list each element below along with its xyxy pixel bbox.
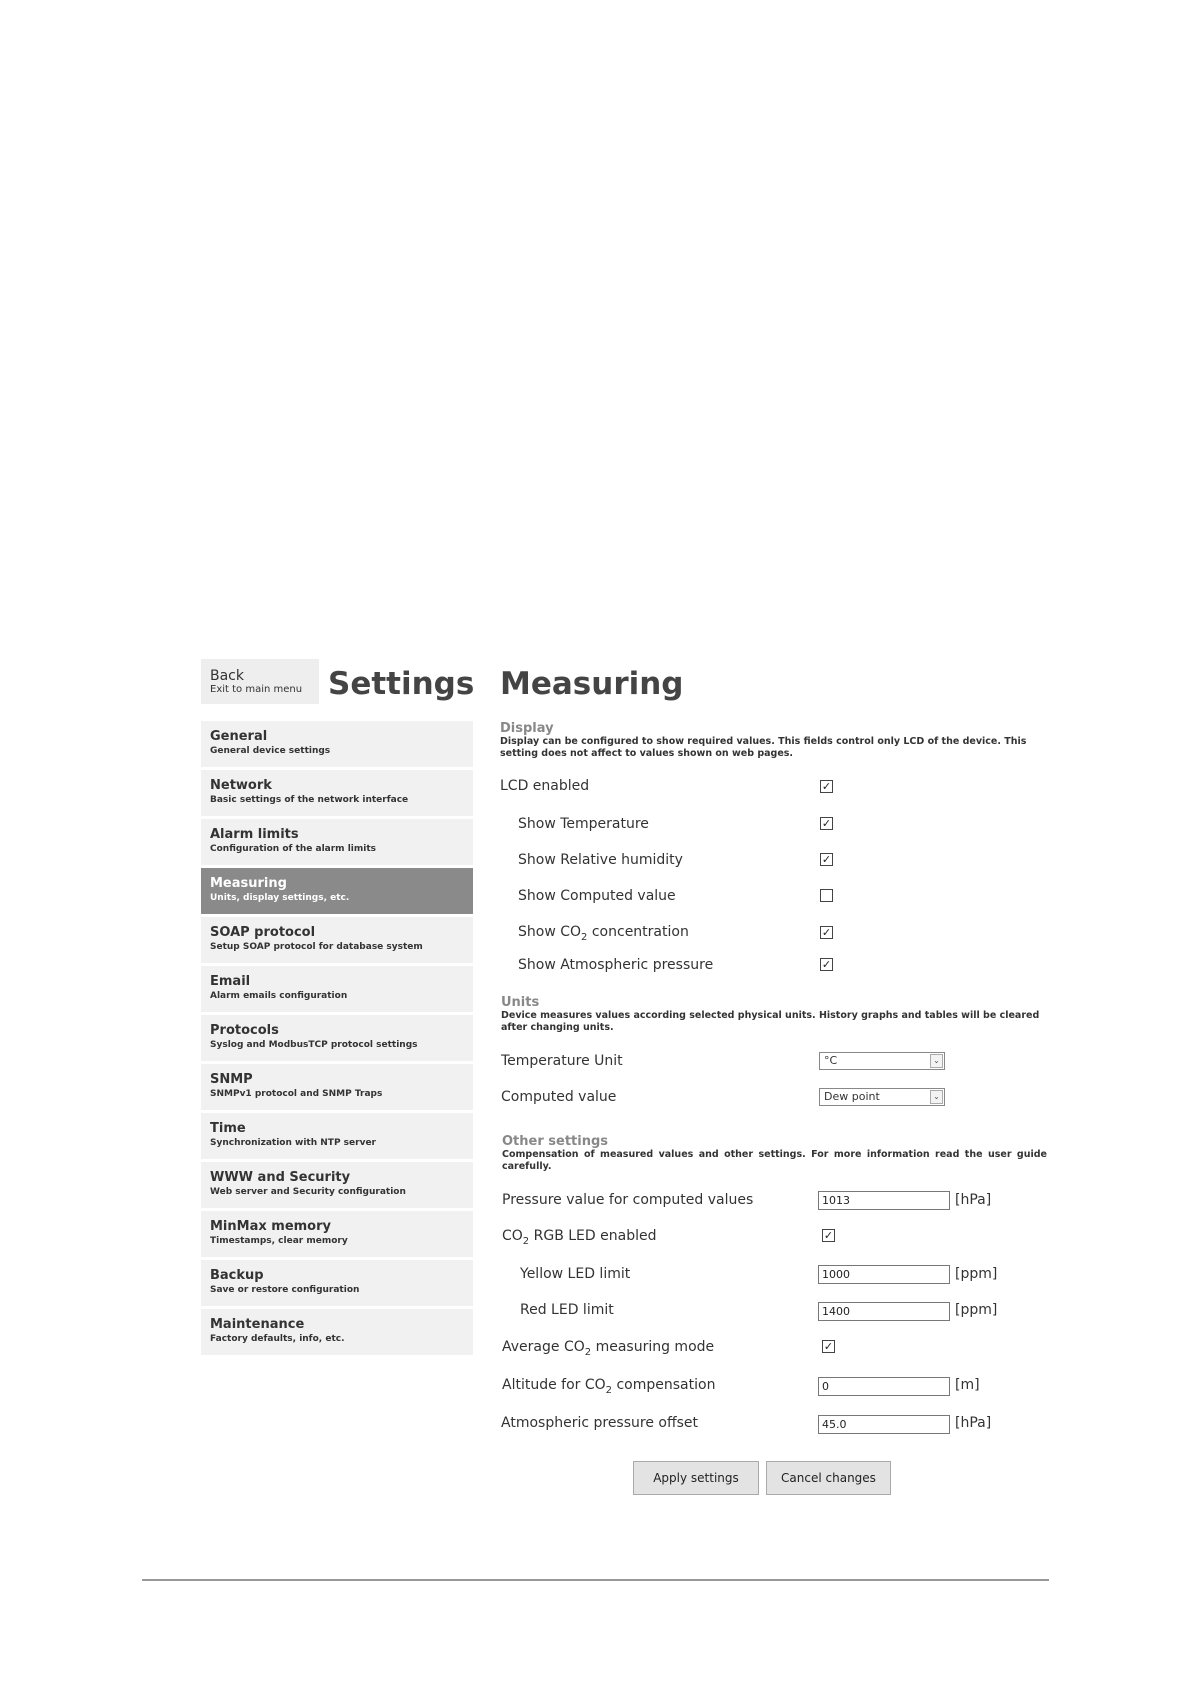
- sidebar-item-subtitle: Alarm emails configuration: [210, 991, 348, 1001]
- sidebar-item-alarm-limits[interactable]: [201, 819, 473, 865]
- computed-value-label: Computed value: [501, 1089, 617, 1105]
- co2-led-checkbox[interactable]: ✓: [823, 1229, 834, 1242]
- sidebar-item-title: MinMax memory: [210, 1219, 331, 1234]
- sidebar-item-www-security[interactable]: [201, 1162, 473, 1208]
- temperature-unit-label: Temperature Unit: [501, 1053, 623, 1069]
- units-section-title: Units: [501, 995, 540, 1010]
- sidebar-item-title: Alarm limits: [210, 827, 299, 842]
- show-pressure-label: Show Atmospheric pressure: [518, 957, 714, 973]
- temperature-unit-select[interactable]: [819, 1052, 945, 1070]
- sidebar-item-general[interactable]: [201, 721, 473, 767]
- yellow-led-unit: [ppm]: [955, 1266, 998, 1282]
- pressure-offset-unit: [hPa]: [955, 1415, 992, 1431]
- altitude-unit: [m]: [955, 1377, 980, 1393]
- show-humidity-label: Show Relative humidity: [518, 852, 683, 868]
- selected-value: Dew point: [824, 1090, 880, 1103]
- sidebar-item-title: WWW and Security: [210, 1170, 351, 1185]
- sidebar: [201, 721, 473, 1358]
- altitude-label: [502, 1376, 715, 1394]
- pressure-offset-input[interactable]: [818, 1415, 950, 1434]
- other-section-title: Other settings: [502, 1134, 609, 1149]
- co2-led-label: [502, 1227, 656, 1245]
- sidebar-item-subtitle: SNMPv1 protocol and SNMP Traps: [210, 1089, 383, 1099]
- label-subscript: 2: [605, 1384, 613, 1396]
- avg-co2-label: [502, 1338, 714, 1356]
- back-button-label: Back: [210, 668, 244, 684]
- computed-value-select[interactable]: [819, 1088, 945, 1106]
- sidebar-item-email[interactable]: [201, 966, 473, 1012]
- avg-co2-checkbox[interactable]: ✓: [823, 1340, 834, 1353]
- label-text: Show CO: [518, 924, 582, 940]
- footer-divider: [142, 1579, 1049, 1581]
- sidebar-item-subtitle: Units, display settings, etc.: [210, 893, 350, 903]
- altitude-input[interactable]: [818, 1377, 950, 1396]
- display-section-title: Display: [500, 721, 554, 736]
- lcd-enabled-checkbox[interactable]: ✓: [821, 780, 832, 793]
- label-text: measuring mode: [591, 1339, 715, 1355]
- sidebar-item-backup[interactable]: [201, 1260, 473, 1306]
- apply-settings-button[interactable]: Apply settings: [633, 1461, 759, 1495]
- sidebar-item-time[interactable]: [201, 1113, 473, 1159]
- chevron-down-icon: ⌄: [930, 1090, 943, 1104]
- units-section-description: Device measures values according selected physical units. History graphs and tables will be cleared after changing units.: [501, 1010, 1040, 1033]
- show-humidity-checkbox[interactable]: ✓: [821, 853, 832, 866]
- sidebar-item-network[interactable]: [201, 770, 473, 816]
- red-led-input[interactable]: [818, 1302, 950, 1321]
- show-computed-label: Show Computed value: [518, 888, 676, 904]
- sidebar-item-subtitle: General device settings: [210, 746, 331, 756]
- sidebar-item-subtitle: Web server and Security configuration: [210, 1187, 406, 1197]
- show-co2-label: [518, 923, 689, 941]
- show-temperature-checkbox[interactable]: ✓: [821, 817, 832, 830]
- sidebar-item-title: Email: [210, 974, 251, 989]
- lcd-enabled-label: LCD enabled: [500, 778, 590, 794]
- sidebar-item-soap-protocol[interactable]: [201, 917, 473, 963]
- pressure-value-label: Pressure value for computed values: [502, 1192, 754, 1208]
- show-computed-checkbox[interactable]: [820, 889, 833, 902]
- red-led-unit: [ppm]: [955, 1302, 998, 1318]
- pressure-offset-label: Atmospheric pressure offset: [501, 1415, 699, 1431]
- sidebar-item-title: SOAP protocol: [210, 925, 316, 940]
- label-text: compensation: [612, 1377, 716, 1393]
- label-text: Altitude for CO: [502, 1377, 606, 1393]
- back-button[interactable]: [201, 659, 319, 704]
- sidebar-item-title: Protocols: [210, 1023, 279, 1038]
- yellow-led-input[interactable]: [818, 1265, 950, 1284]
- sidebar-item-title: SNMP: [210, 1072, 253, 1087]
- sidebar-item-snmp[interactable]: [201, 1064, 473, 1110]
- sidebar-item-subtitle: Synchronization with NTP server: [210, 1138, 376, 1148]
- label-text: concentration: [587, 924, 689, 940]
- label-subscript: 2: [584, 1346, 592, 1358]
- display-section-description: Display can be configured to show required values. This fields control only LCD of the device. This setting does not affect to values shown on web pages.: [500, 736, 1027, 759]
- cancel-changes-button[interactable]: Cancel changes: [766, 1461, 891, 1495]
- sidebar-item-maintenance[interactable]: [201, 1309, 473, 1355]
- show-temperature-label: Show Temperature: [518, 816, 649, 832]
- pressure-value-unit: [hPa]: [955, 1192, 992, 1208]
- label-subscript: 2: [522, 1235, 530, 1247]
- sidebar-item-subtitle: Setup SOAP protocol for database system: [210, 942, 423, 952]
- sidebar-item-minmax-memory[interactable]: [201, 1211, 473, 1257]
- settings-heading: Settings: [328, 666, 475, 702]
- sidebar-item-subtitle: Timestamps, clear memory: [210, 1236, 348, 1246]
- sidebar-item-title: Maintenance: [210, 1317, 305, 1332]
- sidebar-item-subtitle: Factory defaults, info, etc.: [210, 1334, 345, 1344]
- label-text: RGB LED enabled: [529, 1228, 657, 1244]
- sidebar-item-title: Network: [210, 778, 272, 793]
- sidebar-item-title: Backup: [210, 1268, 264, 1283]
- sidebar-item-title: General: [210, 729, 268, 744]
- yellow-led-label: Yellow LED limit: [520, 1266, 631, 1282]
- label-text: Average CO: [502, 1339, 585, 1355]
- sidebar-item-title: Measuring: [210, 876, 287, 891]
- pressure-value-input[interactable]: [818, 1191, 950, 1210]
- sidebar-item-subtitle: Save or restore configuration: [210, 1285, 360, 1295]
- selected-value: °C: [824, 1054, 838, 1067]
- sidebar-item-subtitle: Basic settings of the network interface: [210, 795, 409, 805]
- show-pressure-checkbox[interactable]: ✓: [821, 958, 832, 971]
- sidebar-item-protocols[interactable]: [201, 1015, 473, 1061]
- chevron-down-icon: ⌄: [930, 1054, 943, 1068]
- sidebar-item-subtitle: Syslog and ModbusTCP protocol settings: [210, 1040, 418, 1050]
- red-led-label: Red LED limit: [520, 1302, 614, 1318]
- sidebar-item-measuring[interactable]: [201, 868, 473, 914]
- back-button-subtitle: Exit to main menu: [210, 684, 303, 695]
- sidebar-item-title: Time: [210, 1121, 246, 1136]
- label-text: CO: [502, 1228, 523, 1244]
- sidebar-item-subtitle: Configuration of the alarm limits: [210, 844, 376, 854]
- page-title: Measuring: [500, 666, 684, 702]
- other-section-description: Compensation of measured values and other settings. For more information read the user guide carefully.: [502, 1149, 1047, 1172]
- show-co2-checkbox[interactable]: ✓: [821, 926, 832, 939]
- label-subscript: 2: [581, 931, 588, 943]
